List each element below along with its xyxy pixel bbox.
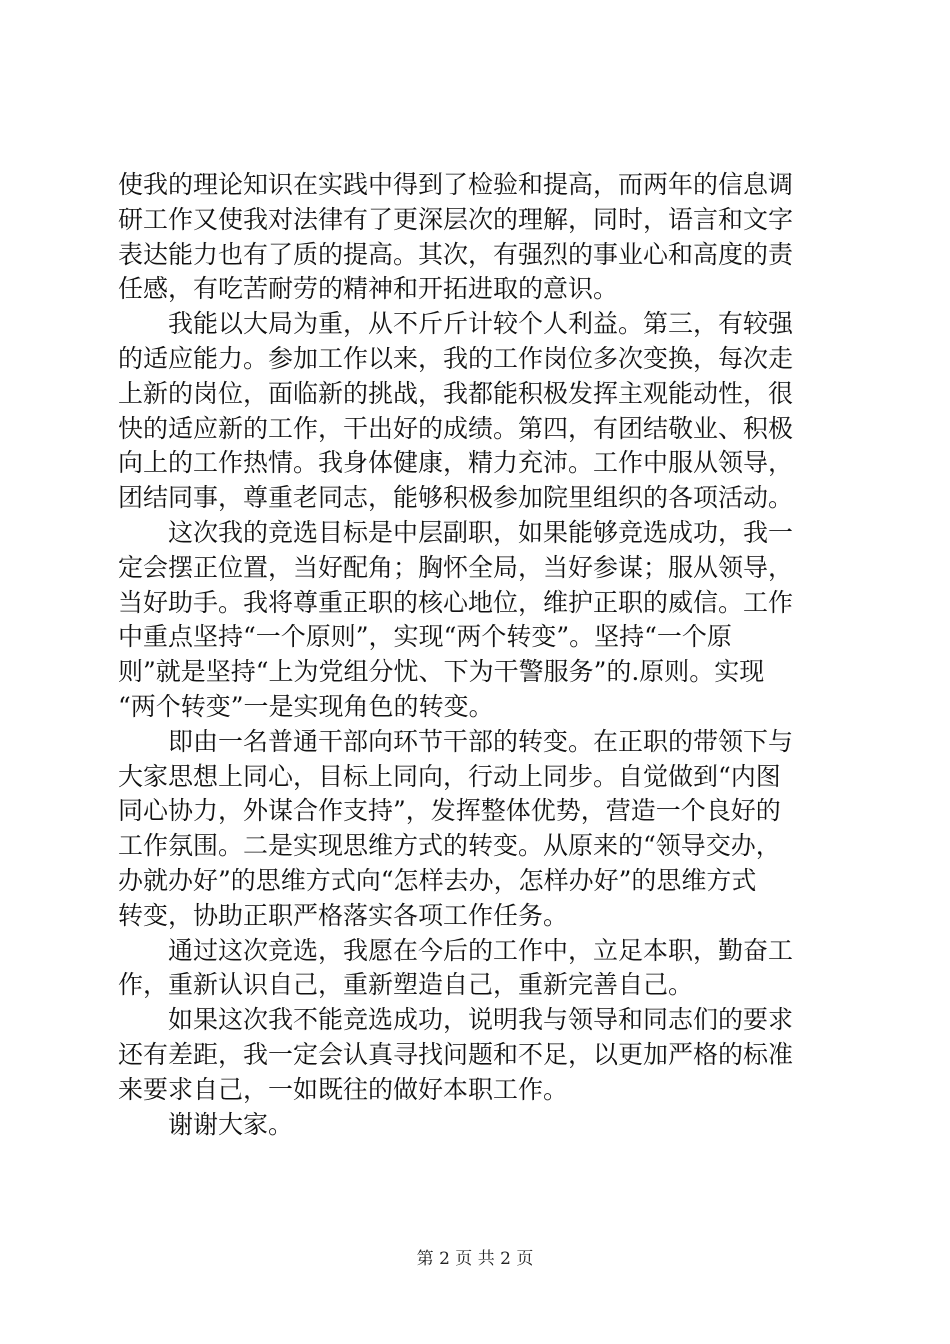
paragraph-3: 这次我的竞选目标是中层副职，如果能够竞选成功，我一 定会摆正位置，当好配角；胸怀全局，当好参谋；服从领导， 当好助手。我将尊重正职的核心地位，维护正职的威信。工作 中重点坚持“一个原则”，实现“两个转变”。坚持“一个原 则”就是坚持“上为党组分忧、下为干警服务”的.原则。实现 “两个转变”一是实现角色的转变。 <box>118 517 794 721</box>
paragraph-2: 我能以大局为重，从不斤斤计较个人利益。第三，有较强 的适应能力。参加工作以来，我的工作岗位多次变换，每次走 上新的岗位，面临新的挑战，我都能积极发挥主观能动性，很 快的适应新的工作，干出好的成绩。第四，有团结敬业、积极 向上的工作热情。我身体健康，精力充沛。工作中服从领导， 团结同事，尊重老同志，能够积极参加院里组织的各项活动。 <box>118 309 794 513</box>
page-footer <box>0 1244 950 1269</box>
paragraph-7: 谢谢大家。 <box>118 1109 294 1139</box>
paragraph-1: 使我的理论知识在实践中得到了检验和提高，而两年的信息调 研工作又使我对法律有了更深层次的理解，同时，语言和文字 表达能力也有了质的提高。其次，有强烈的事业心和高度的责 任感，有吃苦耐劳的精神和开拓进取的意识。 <box>118 170 794 304</box>
paragraph-4: 即由一名普通干部向环节干部的转变。在正职的带领下与 大家思想上同心，目标上同向，行动上同步。自觉做到“内图 同心协力，外谋合作支持”，发挥整体优势，营造一个良好的 工作氛围。二是实现思维方式的转变。从原来的“领导交办， 办就办好”的思维方式向“怎样去办，怎样办好”的思维方式 转变，协助正职严格落实各项工作任务。 <box>118 726 794 930</box>
document-body <box>118 168 838 1142</box>
page-number-label: 第 2 页 共 2 页 <box>416 1249 534 1269</box>
paragraph-5: 通过这次竞选，我愿在今后的工作中，立足本职，勤奋工 作，重新认识自己，重新塑造自己，重新完善自己。 <box>118 935 794 1000</box>
paragraph-6: 如果这次我不能竞选成功，说明我与领导和同志们的要求 还有差距，我一定会认真寻找问题和不足，以更加严格的标准 来要求自己，一如既往的做好本职工作。 <box>118 1005 794 1104</box>
